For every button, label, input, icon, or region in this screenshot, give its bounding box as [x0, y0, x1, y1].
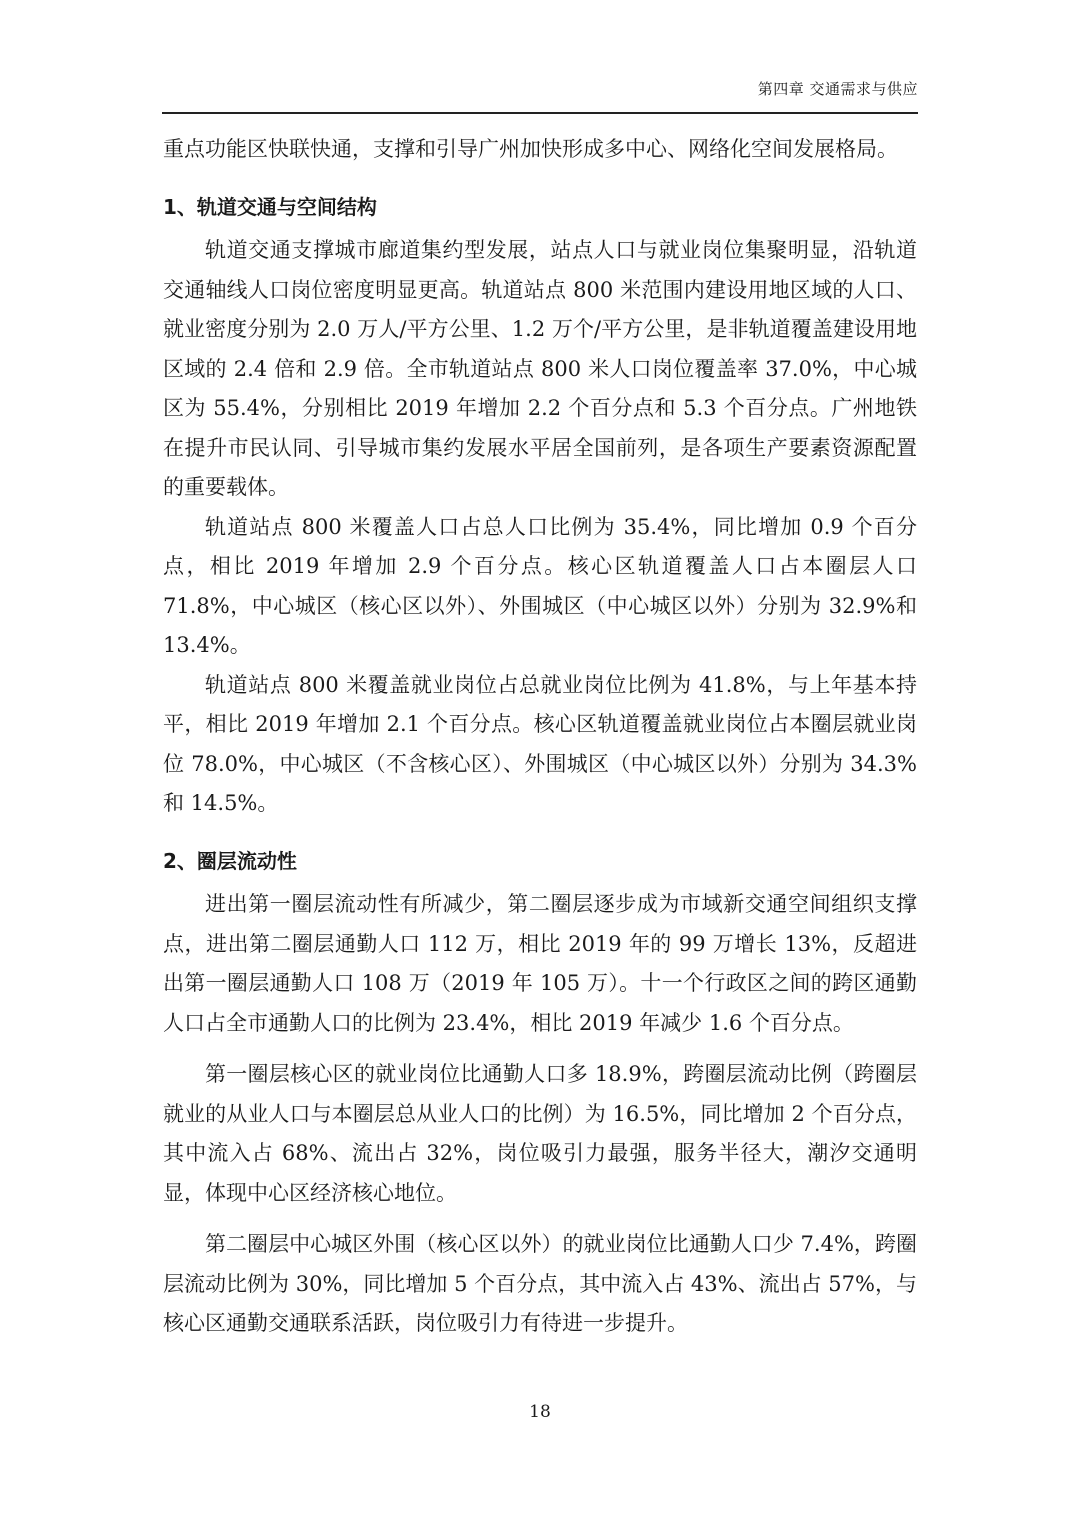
paragraph-mobility-overview: 进出第一圈层流动性有所减少，第二圈层逐步成为市域新交通空间组织支撑点，进出第二圈层通勤人口 112 万，相比 2019 年的 99 万增长 13%，反超进出第一圈层通勤人口 108 万（2019 年 105 万）。十一个行政区之间的跨区通勤人口占全市通勤人口的比例为 23.4%，相比 2019 年减少 1.6 个百分点。 — [163, 892, 917, 1035]
chapter-title: 第四章 交通需求与供应 — [757, 80, 918, 98]
paragraph-rail-structure: 轨道交通支撑城市廊道集约型发展，站点人口与就业岗位集聚明显，沿轨道交通轴线人口岗位密度明显更高。轨道站点 800 米范围内建设用地区域的人口、就业密度分别为 2.0 万人/平方公里、1.2 万个/平方公里，是非轨道覆盖建设用地区域的 2.4 倍和 2.9 倍。全市轨道站点 800 米人口岗位覆盖率 37.0%，中心城区为 55.4%，分别相比 2019 年增加 2.2 个百分点和 5.3 个百分点。广州地铁在提升市民认同、引导城市集约发展水平居全国前列，是各项生产要素资源配置的重要载体。 — [163, 238, 917, 499]
page-body — [163, 130, 917, 1344]
paragraph-second-ring: 第二圈层中心城区外围（核心区以外）的就业岗位比通勤人口少 7.4%，跨圈层流动比例为 30%，同比增加 5 个百分点，其中流入占 43%、流出占 57%，与核心区通勤交通联系活跃，岗位吸引力有待进一步提升。 — [163, 1232, 917, 1335]
page-number: 18 — [529, 1402, 551, 1422]
paragraph-first-ring: 第一圈层核心区的就业岗位比通勤人口多 18.9%，跨圈层流动比例（跨圈层就业的从业人口与本圈层总从业人口的比例）为 16.5%，同比增加 2 个百分点，其中流入占 68%、流出占 32%，岗位吸引力最强，服务半径大，潮汐交通明显，体现中心区经济核心地位。 — [163, 1062, 917, 1205]
page-header — [162, 74, 918, 114]
paragraph-rail-employment: 轨道站点 800 米覆盖就业岗位占总就业岗位比例为 41.8%，与上年基本持平，相比 2019 年增加 2.1 个百分点。核心区轨道覆盖就业岗位占本圈层就业岗位 78.0%，中心城区（不含核心区）、外围城区（中心城区以外）分别为 34.3%和 14.5%。 — [163, 672, 917, 815]
paragraph-intro: 重点功能区快联快通，支撑和引导广州加快形成多中心、网络化空间发展格局。 — [163, 137, 898, 161]
section-heading-rail: 1、轨道交通与空间结构 — [163, 194, 377, 219]
paragraph-rail-population: 轨道站点 800 米覆盖人口占总人口比例为 35.4%，同比增加 0.9 个百分点，相比 2019 年增加 2.9 个百分点。核心区轨道覆盖人口占本圈层人口 71.8%，中心城区（核心区以外）、外围城区（中心城区以外）分别为 32.9%和 13.4%。 — [163, 514, 917, 657]
section-heading-mobility: 2、圈层流动性 — [163, 848, 297, 873]
